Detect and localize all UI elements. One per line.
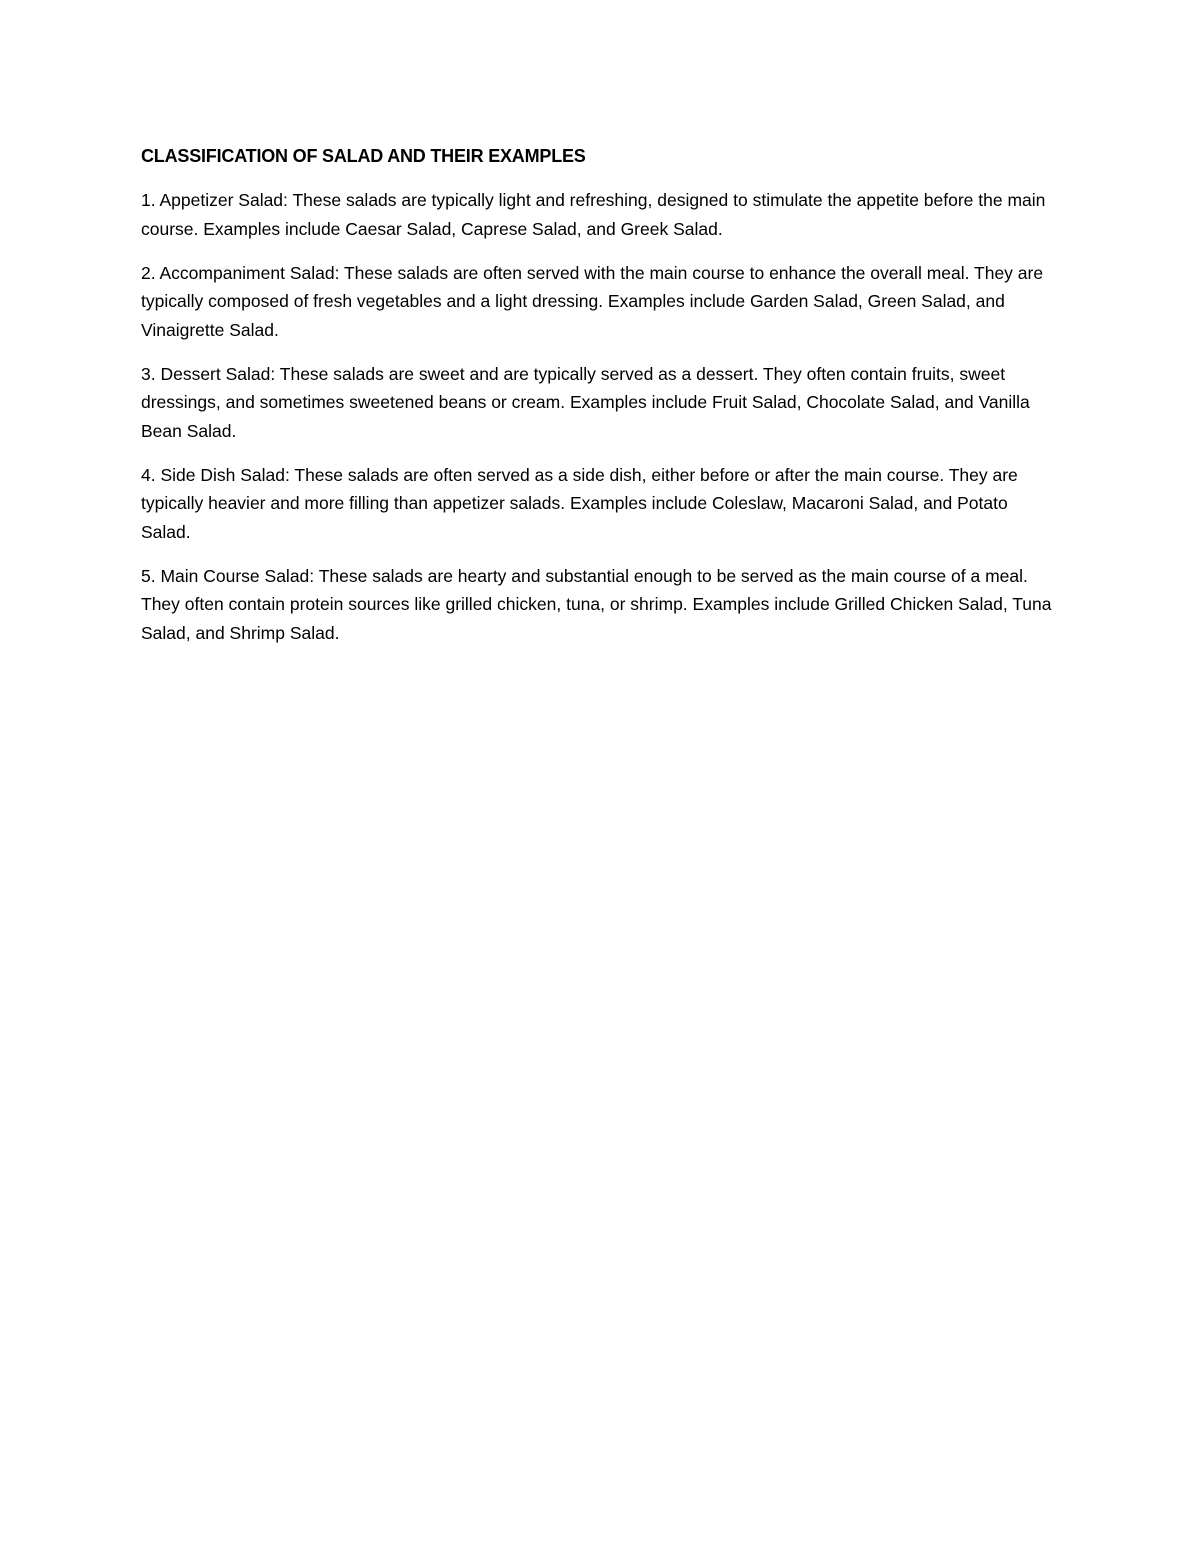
paragraph-accompaniment-salad: 2. Accompaniment Salad: These salads are often served with the main course to enhance the overall meal. They are typically composed of fresh vegetables and a light dressing. Examples include Garden Salad, Green Salad, and Vinaigrette Salad.: [141, 262, 1044, 340]
paragraph-side-dish-salad: 4. Side Dish Salad: These salads are often served as a side dish, either before or after the main course. They are typically heavier and more filling than appetizer salads. Examples include Coleslaw, Macaroni Salad, and Potato Salad.: [141, 464, 1018, 542]
paragraph-main-course-salad: 5. Main Course Salad: These salads are hearty and substantial enough to be served as the main course of a meal. They often contain protein sources like grilled chicken, tuna, or shrimp. Examples include Grilled Chicken Salad, Tuna Salad, and Shrimp Salad.: [141, 565, 1052, 643]
document-title: CLASSIFICATION OF SALAD AND THEIR EXAMPLES: [141, 146, 586, 166]
document-body: [141, 142, 1061, 663]
paragraph-appetizer-salad: 1. Appetizer Salad: These salads are typically light and refreshing, designed to stimulate the appetite before the main course. Examples include Caesar Salad, Caprese Salad, and Greek Salad.: [141, 190, 1046, 239]
paragraph-dessert-salad: 3. Dessert Salad: These salads are sweet and are typically served as a dessert. They often contain fruits, sweet dressings, and sometimes sweetened beans or cream. Examples include Fruit Salad, Chocolate Salad, and Vanilla Bean Salad.: [141, 363, 1030, 441]
